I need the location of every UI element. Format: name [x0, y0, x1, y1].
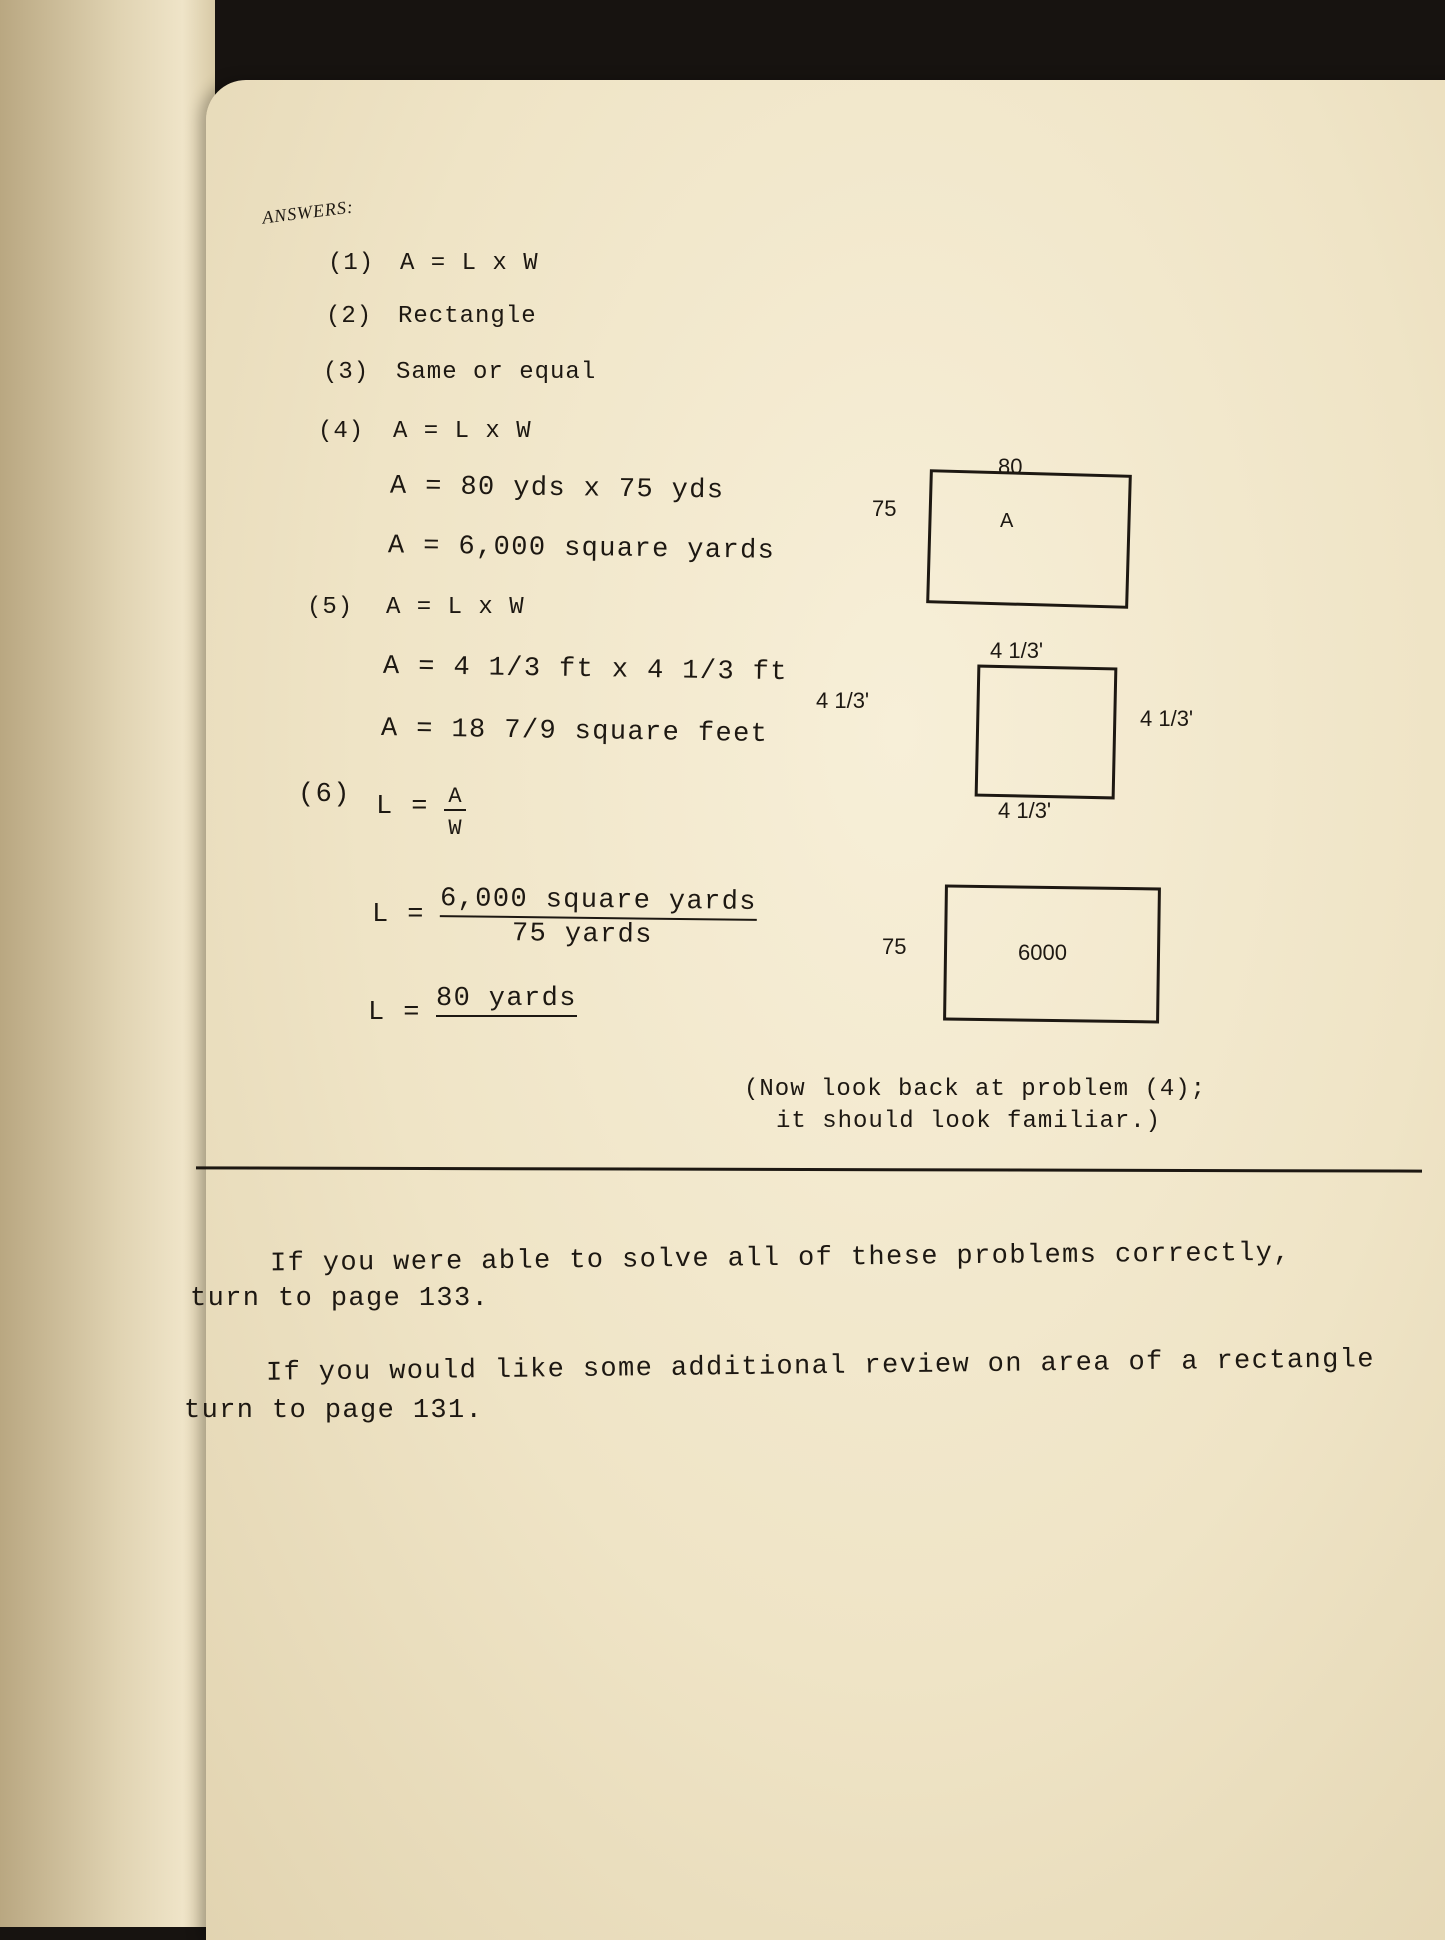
equation-1-denominator: W [448, 816, 462, 841]
equation-3-lhs: L = [368, 998, 421, 1028]
answer-3-number: (3) [323, 359, 370, 386]
figure-2-left-label: 4 1/3' [816, 688, 870, 713]
answer-5-line-2: A = 4 1/3 ft x 4 1/3 ft [382, 651, 789, 689]
answer-5-number: (5) [307, 594, 354, 621]
square-figure [975, 665, 1118, 800]
answer-3-text: Same or equal [396, 359, 597, 386]
figure-3-left-label: 75 [882, 934, 907, 959]
figure-2-bottom-label: 4 1/3' [998, 798, 1052, 823]
answer-6-number: (6) [298, 780, 351, 810]
left-page-edge [0, 0, 215, 1927]
answers-heading: ANSWERS: [261, 196, 355, 228]
answer-4-number: (4) [318, 418, 365, 445]
equation-2-lhs: L = [372, 900, 425, 930]
figure-1-inside-label: A [1000, 510, 1014, 532]
equation-2-numerator: 6,000 square yards [440, 884, 757, 921]
instruction-2-line-2: turn to page 131. [184, 1396, 484, 1426]
equation-2-denominator: 75 yards [511, 919, 654, 951]
equation-3-value: 80 yards [436, 984, 577, 1017]
answer-2-number: (2) [326, 303, 373, 330]
figure-1-left-label: 75 [872, 496, 897, 521]
answer-4-line-1: A = L x W [393, 418, 532, 445]
figure-2-right-label: 4 1/3' [1140, 706, 1194, 731]
answer-4-line-2: A = 80 yds x 75 yds [389, 471, 725, 507]
figure-1-top-label: 80 [998, 454, 1023, 479]
note-line-1: (Now look back at problem (4); [744, 1076, 1207, 1103]
equation-1-numerator: A [444, 784, 466, 811]
figure-3-inside-label: 6000 [1018, 940, 1067, 965]
figure-2-top-label: 4 1/3' [990, 638, 1044, 663]
answer-5-line-1: A = L x W [386, 594, 525, 621]
instruction-1-line-2: turn to page 133. [190, 1284, 490, 1314]
answer-4-line-3: A = 6,000 square yards [387, 531, 776, 567]
rectangle-figure-1 [926, 469, 1132, 609]
answer-5-line-3: A = 18 7/9 square feet [380, 713, 769, 751]
answer-2-text: Rectangle [398, 303, 537, 330]
instruction-1-line-1: If you were able to solve all of these problems correctly, [269, 1238, 1292, 1280]
equation-1-lhs: L = [376, 792, 429, 822]
answer-1-number: (1) [328, 250, 375, 277]
answer-1-text: A = L x W [400, 250, 539, 277]
instruction-2-line-1: If you would like some additional review on area of a rectangle [265, 1345, 1376, 1389]
note-line-2: it should look familiar.) [776, 1108, 1162, 1135]
